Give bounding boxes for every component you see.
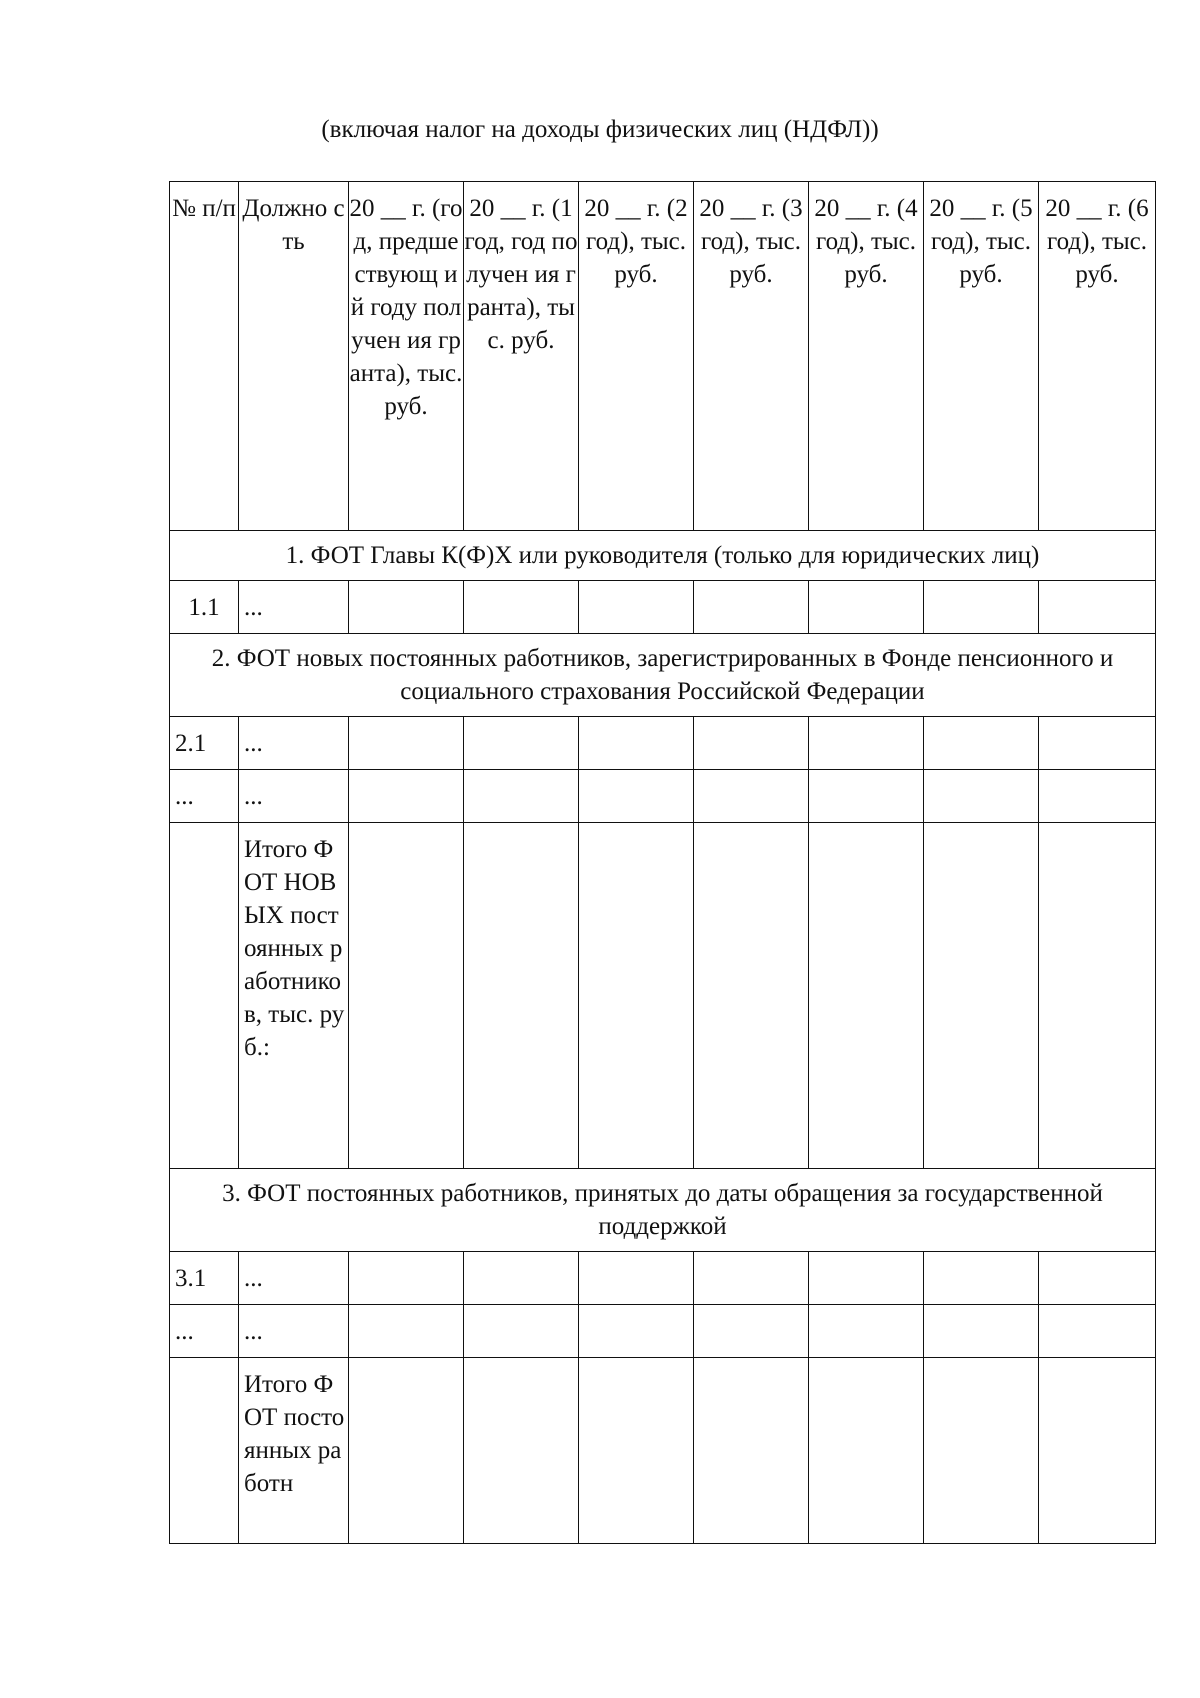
table-row xyxy=(170,717,1156,770)
row-position: ... xyxy=(239,1305,349,1358)
table-cell xyxy=(694,1305,809,1358)
table-cell xyxy=(924,1305,1039,1358)
table-row xyxy=(170,1305,1156,1358)
table-cell xyxy=(1039,581,1156,634)
section-row xyxy=(170,634,1156,717)
row-number: 2.1 xyxy=(170,717,239,770)
total-label: Итого ФОТ НОВЫХ постоянных работников, тыс. руб.: xyxy=(239,823,349,1169)
table-cell xyxy=(1039,770,1156,823)
header-year-6: 20 __ г. (6 год), тыс. руб. xyxy=(1039,182,1156,531)
header-year-5: 20 __ г. (5 год), тыс. руб. xyxy=(924,182,1039,531)
table-cell xyxy=(1039,1358,1156,1544)
table-cell xyxy=(809,1358,924,1544)
table-row xyxy=(170,581,1156,634)
table-cell xyxy=(924,1252,1039,1305)
table-cell xyxy=(694,1358,809,1544)
header-year-4: 20 __ г. (4 год), тыс. руб. xyxy=(809,182,924,531)
table-cell xyxy=(809,1305,924,1358)
row-number: 3.1 xyxy=(170,1252,239,1305)
table-cell xyxy=(349,1252,464,1305)
section-row xyxy=(170,531,1156,581)
table-cell xyxy=(464,1358,579,1544)
table-row xyxy=(170,1252,1156,1305)
table-cell xyxy=(349,581,464,634)
row-number: 1.1 xyxy=(170,581,239,634)
row-number: ... xyxy=(170,770,239,823)
table-cell xyxy=(464,770,579,823)
header-number: № п/п xyxy=(170,182,239,531)
table-row xyxy=(170,770,1156,823)
row-position: ... xyxy=(239,770,349,823)
total-label: Итого ФОТ постоянных работн xyxy=(239,1358,349,1544)
header-year-3: 20 __ г. (3 год), тыс. руб. xyxy=(694,182,809,531)
table-cell xyxy=(924,581,1039,634)
table-cell xyxy=(694,581,809,634)
table-cell xyxy=(464,717,579,770)
table-cell xyxy=(924,1358,1039,1544)
table-cell xyxy=(809,581,924,634)
header-year-1: 20 __ г. (1 год, год получен ия гранта), тыс. руб. xyxy=(464,182,579,531)
table-cell xyxy=(579,823,694,1169)
section-row xyxy=(170,1169,1156,1252)
row-position: ... xyxy=(239,581,349,634)
table-cell xyxy=(809,823,924,1169)
table-cell xyxy=(924,770,1039,823)
row-position: ... xyxy=(239,1252,349,1305)
table-cell xyxy=(694,1252,809,1305)
header-year-2: 20 __ г. (2 год), тыс. руб. xyxy=(579,182,694,531)
table-cell xyxy=(809,770,924,823)
table-cell xyxy=(579,581,694,634)
table-cell xyxy=(464,581,579,634)
table-cell xyxy=(809,1252,924,1305)
total-row xyxy=(170,1358,1156,1544)
table-cell xyxy=(464,1305,579,1358)
table-cell xyxy=(809,717,924,770)
table-cell xyxy=(349,717,464,770)
row-number: ... xyxy=(170,1305,239,1358)
table-header-row xyxy=(170,182,1156,531)
table-cell xyxy=(694,823,809,1169)
header-position: Должно сть xyxy=(239,182,349,531)
table-cell xyxy=(694,717,809,770)
table-cell xyxy=(464,1252,579,1305)
section-title: 2. ФОТ новых постоянных работников, зарегистрированных в Фонде пенсионного и социального страхования Российской Федерации xyxy=(170,634,1156,717)
table-cell xyxy=(349,1358,464,1544)
table-cell xyxy=(349,1305,464,1358)
table-cell xyxy=(1039,717,1156,770)
table-caption: (включая налог на доходы физических лиц (НДФЛ)) xyxy=(321,116,879,143)
table-cell xyxy=(694,770,809,823)
table-cell xyxy=(349,823,464,1169)
table-cell xyxy=(579,770,694,823)
table-cell xyxy=(170,823,239,1169)
table-cell xyxy=(1039,1305,1156,1358)
table-cell xyxy=(579,717,694,770)
table-cell xyxy=(579,1252,694,1305)
header-year-prior: 20 __ г. (год, предше ствующ ий году получен ия гранта), тыс. руб. xyxy=(349,182,464,531)
table-cell xyxy=(1039,1252,1156,1305)
row-position: ... xyxy=(239,717,349,770)
section-title: 3. ФОТ постоянных работников, принятых до даты обращения за государственной поддержкой xyxy=(170,1169,1156,1252)
table-cell xyxy=(924,717,1039,770)
section-title: 1. ФОТ Главы К(Ф)Х или руководителя (только для юридических лиц) xyxy=(170,531,1156,581)
table-cell xyxy=(579,1358,694,1544)
table-cell xyxy=(579,1305,694,1358)
table-cell xyxy=(924,823,1039,1169)
payroll-table xyxy=(169,181,1156,1544)
total-row xyxy=(170,823,1156,1169)
table-cell xyxy=(464,823,579,1169)
table-cell xyxy=(1039,823,1156,1169)
table-cell xyxy=(349,770,464,823)
table-cell xyxy=(170,1358,239,1544)
